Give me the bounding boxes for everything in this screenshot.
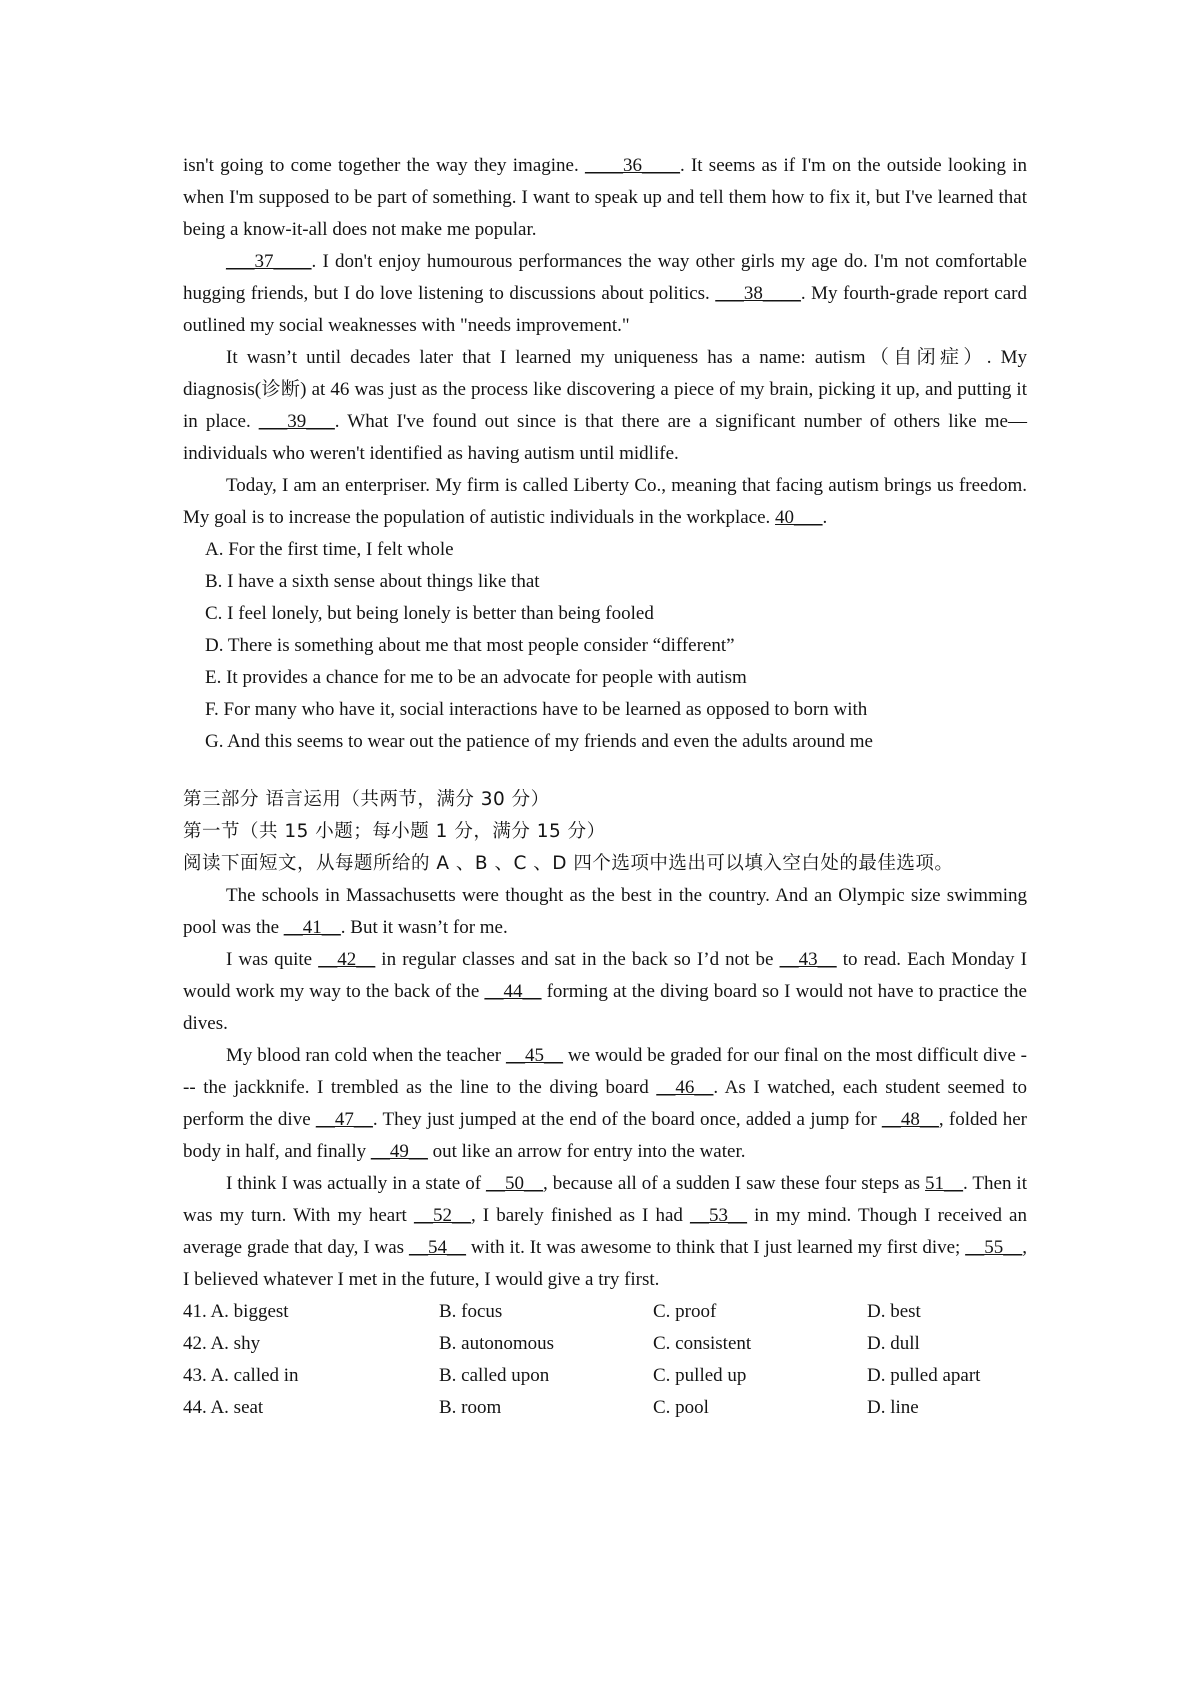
option-e: E. It provides a chance for me to be an advocate for people with autism — [205, 667, 747, 688]
blank-49: __49__ — [370, 1141, 428, 1162]
reading-paragraph-4: Today, I am an enterpriser. My firm is called Liberty Co., meaning that facing autism brings us freedom. My goal is to increase the population of autistic individuals in the workplace. 40___. — [183, 475, 1027, 528]
blank-37: ___37____ — [226, 251, 312, 272]
blank-51: 51__ — [925, 1173, 964, 1194]
question-43: 43. A. called in B. called upon C. pulled up D. pulled apart — [183, 1365, 981, 1386]
section-subheading: 第一节（共 15 小题；每小题 1 分，满分 15 分） — [183, 821, 606, 842]
option-a: A. For the first time, I felt whole — [205, 539, 454, 560]
blank-41: __41__ — [283, 917, 341, 938]
cloze-paragraph-4: I think I was actually in a state of __50__, because all of a sudden I saw these four steps as 51__. Then it was my turn. With my heart __52__, I barely finished as I had __53__ in my mind. Though I received an average grade that day, I was __54__ with it. It was awesome to think that I just learned my first dive; __55__, I believed whatever I met in the future, I would give a try first. — [183, 1173, 1027, 1290]
page-content — [183, 150, 1027, 1424]
blank-42: __42__ — [318, 949, 376, 970]
option-f: F. For many who have it, social interactions have to be learned as opposed to born with — [205, 699, 868, 720]
cloze-paragraph-3: My blood ran cold when the teacher __45__ we would be graded for our final on the most difficult dive --- the jackknife. I trembled as the line to the diving board __46__. As I watched, each student seemed to perform the dive __47__. They just jumped at the end of the board once, added a jump for __48__, folded her body in half, and finally __49__ out like an arrow for entry into the water. — [183, 1045, 1027, 1162]
blank-38: ___38____ — [715, 283, 801, 304]
blank-53: __53__ — [690, 1205, 748, 1226]
blank-40: 40___ — [775, 507, 823, 528]
option-g: G. And this seems to wear out the patience of my friends and even the adults around me — [205, 731, 873, 752]
blank-52: __52__ — [413, 1205, 471, 1226]
blank-44: __44__ — [484, 981, 542, 1002]
blank-48: __48__ — [881, 1109, 939, 1130]
question-list — [183, 1296, 1027, 1424]
option-b: B. I have a sixth sense about things like that — [205, 571, 540, 592]
cloze-paragraph-1: The schools in Massachusetts were thought as the best in the country. And an Olympic size swimming pool was the __41__. But it wasn’t for me. — [183, 885, 1027, 938]
blank-46: __46__ — [656, 1077, 714, 1098]
reading-paragraph-1: isn't going to come together the way they imagine. ____36____. It seems as if I'm on the outside looking in when I'm supposed to be part of something. I want to speak up and tell them how to fix it, but I've learned that being a know-it-all does not make me popular. — [183, 155, 1027, 240]
reading-options — [183, 534, 1027, 758]
question-42: 42. A. shy B. autonomous C. consistent D. dull — [183, 1333, 920, 1354]
option-c: C. I feel lonely, but being lonely is better than being fooled — [205, 603, 654, 624]
section-instruction: 阅读下面短文，从每题所给的 A 、B 、C 、D 四个选项中选出可以填入空白处的最佳选项。 — [183, 853, 954, 874]
question-44: 44. A. seat B. room C. pool D. line — [183, 1397, 919, 1418]
blank-54: __54__ — [408, 1237, 466, 1258]
blank-43: __43__ — [779, 949, 837, 970]
reading-paragraph-2: ___37____. I don't enjoy humourous performances the way other girls my age do. I'm not comfortable hugging friends, but I do love listening to discussions about politics. ___38____. My fourth-grade report card outlined my social weaknesses with "needs improvement." — [183, 251, 1027, 336]
option-d: D. There is something about me that most people consider “different” — [205, 635, 735, 656]
blank-55: __55__ — [965, 1237, 1023, 1258]
blank-47: __47__ — [315, 1109, 373, 1130]
cloze-paragraph-2: I was quite __42__ in regular classes and sat in the back so I’d not be __43__ to read. Each Monday I would work my way to the back of the __44__ forming at the diving board so I would not have to practice the dives. — [183, 949, 1027, 1034]
section-3-header — [183, 784, 1027, 880]
blank-39: ___39___ — [258, 411, 335, 432]
blank-36: ____36____ — [584, 155, 680, 176]
question-41: 41. A. biggest B. focus C. proof D. best — [183, 1301, 921, 1322]
blank-50: __50__ — [486, 1173, 544, 1194]
blank-45: __45__ — [505, 1045, 563, 1066]
section-heading: 第三部分 语言运用（共两节，满分 30 分） — [183, 789, 550, 810]
reading-paragraph-3: It wasn’t until decades later that I learned my uniqueness has a name: autism（自闭症）. My diagnosis(诊断) at 46 was just as the process like discovering a piece of my brain, picking it up, and putting it in place. ___39___. What I've found out since is that there are a significant number of others like me—individuals who weren't identified as having autism until midlife. — [183, 347, 1027, 464]
